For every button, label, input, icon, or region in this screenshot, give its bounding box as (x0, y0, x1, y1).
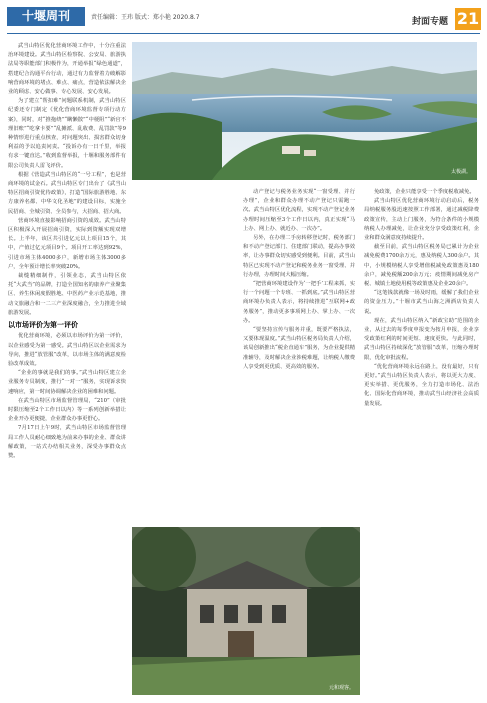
photo-caption: 太极湖。 (450, 169, 471, 175)
page-header (0, 0, 487, 34)
subheading: 以市场评价为第一评价 (8, 321, 78, 330)
page-number: 21 (456, 9, 480, 28)
building-photo (132, 527, 360, 695)
paragraph: 武当山特区优化营商环境工作中，十分注重法治环境建设。武当山特区检察院、公安局、旅游执法局等职能部门积极作为，开通举报“绿色通道”，搭建纪合沟通平台行动，通过有力监督着力破解影响营商环境的堵点、难点、痛点，营造依法解决企业的顾虑、安心做事、专心发展、安心发展。 (8, 43, 126, 96)
paragraph: “企业的事就是我们的事。”武当山特区建立企业服务专员制度，推行“一对一”服务，实现诉求快速响应，第一时间协调解决企业的困难和问题。 (8, 370, 126, 395)
paragraph: “把营商环境建设作为‘一把手’工程来抓，实行一个问题一个专班、一抓到底。”武当山特区营商环境办负责人表示，将持续推进“互联网+政务服务”，推动更多事项网上办、掌上办、一次办。 (243, 281, 355, 324)
paragraph: 为了建立“帮扣难”问题联系机制，武当山特区纪委还专门制定《优化营商环境监督专项行动方案》，同时，对“推拖绕”“瞒懒散”“中梗阻”“新官不理旧账”“吃拿卡要”“乱摊派、乱收费、乱罚款”等9种情形进行重点核查，对问题突出、损害群众切身利益的予以追责问责。“投诉办有一日千里，举报有求一键直达。”收到监督举报，十堰和服务部件有限公司负责人雷飞评价。 (8, 98, 126, 169)
paragraph: 优化营商环境，必须以市场评价为第一评价，以企业感受为第一感受。武当山特区以企业需求为导向，推进“放管服”改革，以市场主体的满意度检验改革成效。 (8, 333, 126, 367)
editor-credits: 责任编辑：王玮 版式：郑小艳 2020.8.7 (91, 14, 200, 21)
paragraph: “优化营商环境永远在路上，没有最好，只有更好。”武当山特区负责人表示，将以更大力度、更实举措、更优服务，全力打造市场化、法治化、国际化营商环境，推动武当山经济社会高质量发展。 (364, 363, 479, 407)
paragraph: 营商环境直接影响招商引资的成效。武当山特区积极深入开展招商引资，实际到资额实现双增长。上半年，该区共引进亿元以上项目15个，其中，产值过亿元项目9个。项目开工率达到92%，引进市场主体4000多户，新增市场主体3000多户，全年预计增长率突破20%。 (8, 217, 126, 270)
paragraph: 现在，武当山特区纳入“新政宝助”范围的企业，从过去的每季度申报变为按月申报，企业享受政策红利的时间更短、速度更快。与此同时，武当山特区持续深化“放管服”改革，压缩办理时限，优化审批流程。 (364, 317, 479, 361)
paragraph: 免政策，企业只能享受一个季度税收减免。 (374, 189, 475, 195)
paragraph: 在武当山特区市场监督管理局，“210”（审批时限压缩至2个工作日以内）等一系列创新举措让企业开办更便捷，企业群众办事更舒心。 (8, 397, 126, 423)
paragraph: 裁缝精细制作，引领业态，武当山特区依托“大武当”的品牌，打造全国知名的康养产业聚集区、养生休闲度假胜地、中医药产业示范基地，推动文旅融合和一二三产业深度融合，全力推进全域旅游发展。 (8, 273, 126, 316)
publication-logo: 十堰周刊 (7, 7, 85, 26)
lake-landscape-photo (132, 42, 477, 180)
paragraph: “这笔钱款就像一场及时雨，缓解了我们企业的资金压力。”十堰市武当山海之洲酒店负责人说。 (364, 290, 479, 315)
paragraph: 另外，在办理二手房转移登记时，税务部门和不动产登记部门、住建部门联动，提高办事效率，让办事群众切实感受到便利。目前，武当山特区已实现不动产登记和税务业务一窗受理、并行办理，办理时间大幅压缩。 (243, 235, 355, 278)
paragraph: 根据《营造武当山特区的“一号工程”，也是营商环境的试金石。武当山特区专门出台了《武当山特区招商引资优待政策》，打造“国际旅游胜地、东方康养名都、中华文化圣地”的建设目标，实施全民招商、全城引资、全员参与，大招商、招大商。 (8, 171, 126, 215)
paragraph: 武当山特区优化营商环境行动启动后，税务局纳税服务股迅速按照工作部署，通过减税降费政策宣传，主动上门服务，为符合条件的小规模纳税人办理减免，让企业充分享受政策红利，企业和群众满意度持续提升。 (364, 198, 479, 242)
article-column-3 (364, 188, 479, 698)
header-rule (7, 33, 480, 34)
paragraph: 动产登记与税务业务实现“一窗受理、并行办理”，企业和群众办理不动产登记只需跑一次。武当山特区优化流程，实现不动产登记业务办理时间压缩至3个工作日以内，真正实现“马上办、网上办、就近办、一次办”。 (243, 189, 355, 232)
paragraph: 7月17日上午9时，武当山特区市场监督管理局工作人员耐心细致地为前来办事的企业、群众讲解政策，一站式办结相关业务，深受办事群众点赞。 (8, 425, 126, 459)
article-column-2 (243, 188, 355, 518)
paragraph: 截至目前，武当山特区税务局已累计为企业减免税费1700余万元，惠及纳税人300余户。其中，小规模纳税人享受增值税减免政策惠及180余户，减免税额200余万元；疫情期间减免房产税、城镇土地使用税等政策惠及企业20余户。 (364, 244, 479, 288)
photo-caption: 元和观客。 (328, 685, 354, 691)
section-title: 封面专题 (412, 17, 449, 27)
article-column-1 (8, 42, 126, 698)
paragraph: “要坚持宣传与服务并重，既要严格执法，又要体现温度。”武当山特区税务局负责人介绍，该局创新推出“税企直通车”服务，为企业提供精准辅导，及时解决企业涉税难题，让纳税人缴费人享受到更优质、更高效的服务。 (243, 327, 355, 370)
